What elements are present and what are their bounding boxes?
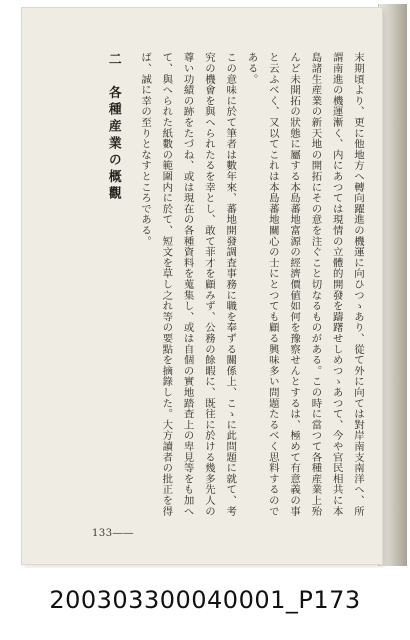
body-paragraph-1: 末期頃より、更に他地方へ轉向躍進の機運に向ひつゝあり、從て外に向ては對岸南支南洋へ、所謂南進の機運漸く、内にあつては現情の立體的開發を躊躇せしめつゝあつて、今や官民相共に本島諸生産業の新天地の開拓にその意を注ぐこと切なるものがある。この時に當つて各種産業上殆んど未開拓の狀態に屬する本島蕃地富源の經濟價値如何を豫察せんとするは、極めて有意義の事と云ふべく、又以てこれは本島蕃地關心の士にとつても顧る興味多い問題たるべく思料するのである。 [245, 52, 364, 517]
page-number: 133―― [92, 528, 134, 539]
book-binding-edge [378, 4, 407, 566]
vertical-body-text [104, 52, 368, 518]
section-heading: 二 各種産業の概觀 [105, 52, 121, 204]
body-paragraph-2: この意味に於て筆者は數年來、蕃地開發調査事務に職を奉ずる關係上、こゝに此問題に就て、考究の機會を與へられたるを幸とし、敢て菲才を顧みず、公務の餘暇に、既往に於ける幾多先人の尊い功績の跡をたづね、或は現在の各種資料を蒐集し、或は自個の實地踏査上の卑見等をも加へて、與へられた紙數の範圍内に於て、短文を草し之れ等の要點を摘錄した。大方讀者の批正を得ば、誠に幸の至りとなすところである。 [139, 52, 237, 517]
book-page [22, 8, 382, 564]
image-id-caption: 200303300040001_P173 [49, 586, 361, 614]
